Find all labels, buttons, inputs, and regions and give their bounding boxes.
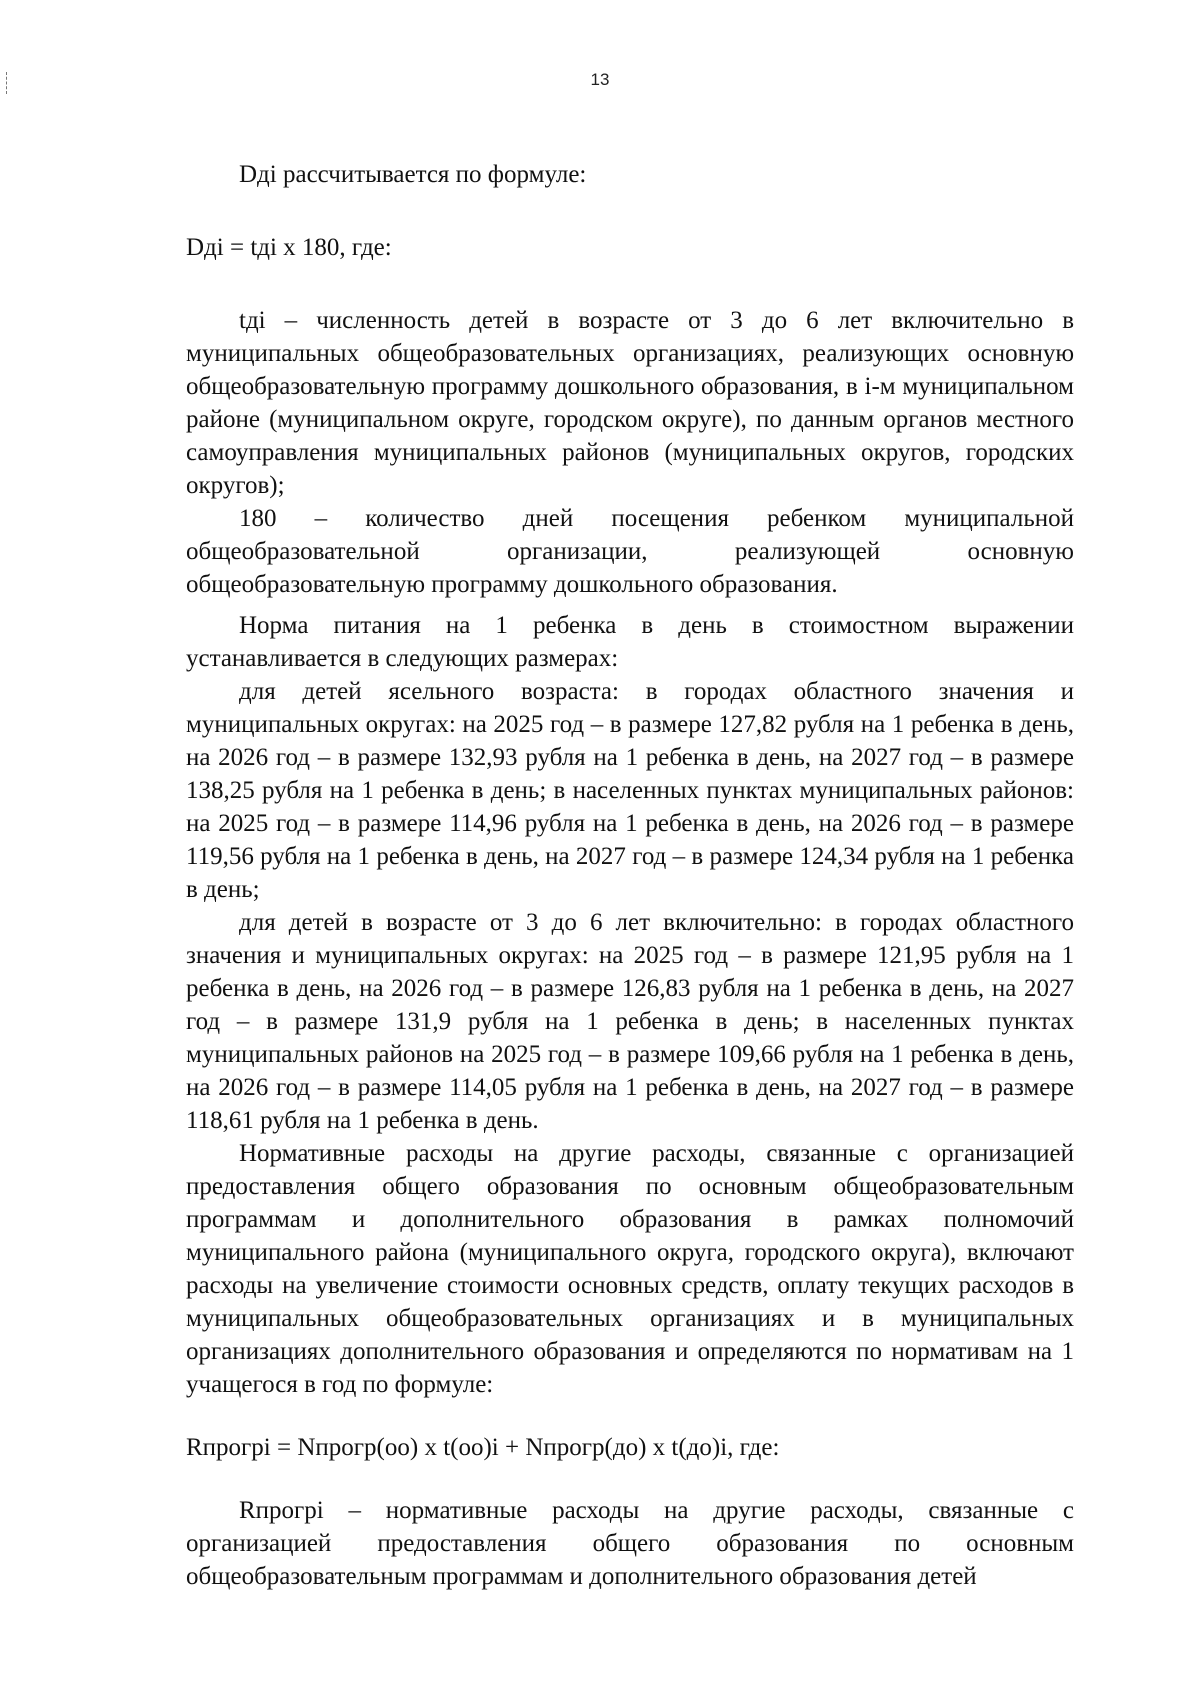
paragraph-180-definition: 180 – количество дней посещения ребенком муниципальной общеобразовательной организации, реализующей основную общеобразовательную программу дошкольного образования. bbox=[186, 505, 1074, 598]
paragraph-age-3-6: для детей в возрасте от 3 до 6 лет включительно: в городах областного значения и муниципальных округах: на 2025 год – в размере 121,95 рубля на 1 ребенка в день, на 2026 год – в размере 126,83 рубля на 1 ребенка в день, на 2027 год – в размере 131,9 рубля на 1 ребенка в день; в населенных пунктах муниципальных районов на 2025 год – в размере 109,66 рубля на 1 ребенка в день, на 2026 год – в размере 114,05 рубля на 1 ребенка в день, на 2027 год – в размере 118,61 рубля на 1 ребенка в день. bbox=[186, 909, 1074, 1134]
paragraph-dd-intro: Dдi рассчитывается по формуле: bbox=[239, 161, 587, 188]
paragraph-tdi-definition: tдi – численность детей в возрасте от 3 до 6 лет включительно в муниципальных общеобразовательных организациях, реализующих основную общеобразовательную программу дошкольного образования, в i-м муниципальном районе (муниципальном округе, городском округе), по данным органов местного самоуправления муниципальных районов (муниципальных округов, городских округов); bbox=[186, 307, 1074, 499]
paragraph-other-expenses: Нормативные расходы на другие расходы, связанные с организацией предоставления общего образования по основным общеобразовательным программам и дополнительного образования в рамках полномочий муниципального района (муниципального округа, городского округа), включают расходы на увеличение стоимости основных средств, оплату текущих расходов в муниципальных общеобразовательных организациях и в муниципальных организациях дополнительного образования и определяются по нормативам на 1 учащегося в год по формуле: bbox=[186, 1140, 1074, 1398]
paragraph-rprogr-definition: Rпрогрi – нормативные расходы на другие расходы, связанные с организацией предоставления общего образования по основным общеобразовательным программам и дополнительного образования детей bbox=[186, 1497, 1074, 1590]
paragraph-food-norm: Норма питания на 1 ребенка в день в стоимостном выражении устанавливается в следующих размерах: bbox=[186, 612, 1074, 672]
paragraph-nursery-age: для детей ясельного возраста: в городах областного значения и муниципальных округах: на 2025 год – в размере 127,82 рубля на 1 ребенка в день, на 2026 год – в размере 132,93 рубля на 1 ребенка в день, на 2027 год – в размере 138,25 рубля на 1 ребенка в день; в населенных пунктах муниципальных районов: на 2025 год – в размере 114,96 рубля на 1 ребенка в день, на 2026 год – в размере 119,56 рубля на 1 ребенка в день, на 2027 год – в размере 124,34 рубля на 1 ребенка в день; bbox=[186, 678, 1074, 903]
document-body bbox=[186, 158, 1074, 1593]
page-number: 13 bbox=[590, 70, 610, 89]
formula-rprogr: Rпрогрi = Nпрогр(оо) x t(оо)i + Nпрогр(до) x t(до)i, где: bbox=[186, 1434, 780, 1461]
formula-dd: Dдi = tдi x 180, где: bbox=[186, 234, 392, 261]
